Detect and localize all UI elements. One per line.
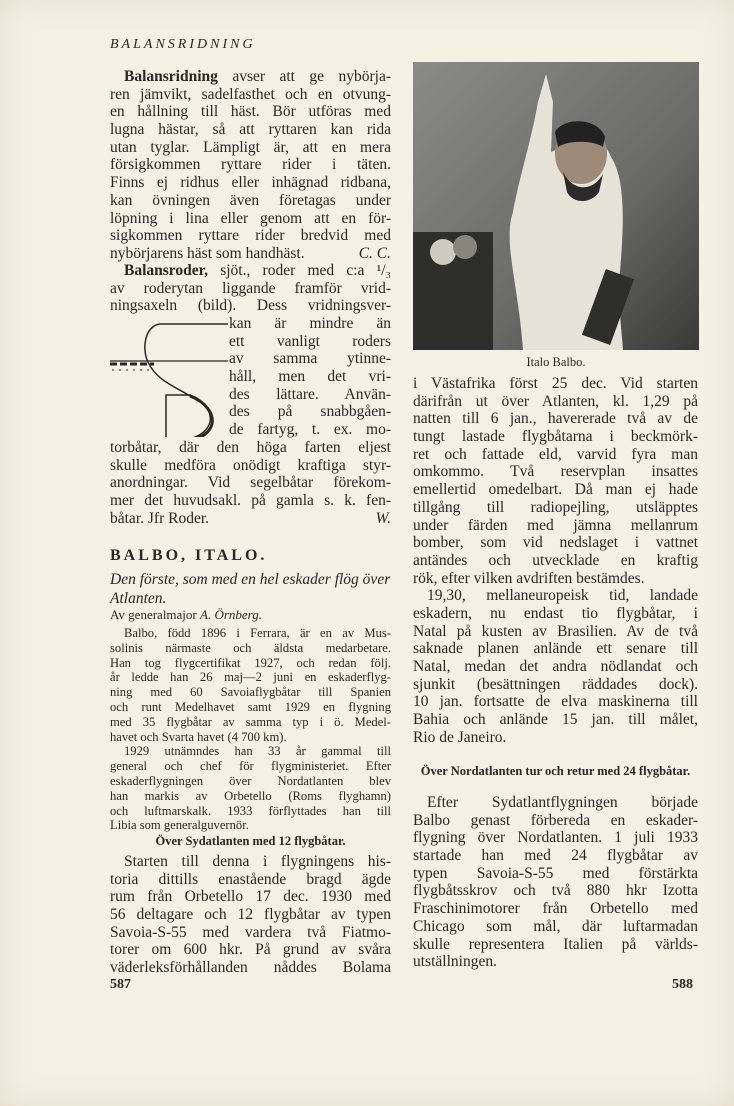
- line-text: Fraschinimotorer från Orbetello med: [413, 900, 698, 918]
- text-line: [413, 410, 698, 428]
- line-text: Efter Sydatlantflygningen började: [427, 794, 698, 811]
- line-text: torbåtar, där den höga farten eljest: [110, 439, 391, 456]
- line-text: rök, efter vilken avdriften bestämdes.: [413, 569, 645, 587]
- text-line: [413, 446, 698, 464]
- text-line: [110, 492, 391, 510]
- text-line: [413, 605, 698, 623]
- line-text: båtar. Jfr Roder.: [110, 509, 210, 527]
- article-balansroder-end: [110, 439, 391, 527]
- text-line: [110, 245, 391, 263]
- line-text: omkommo. Två reservplan insattes: [413, 463, 698, 481]
- line-text: flygbåtsskrov och två 880 hkr Izotta: [413, 882, 698, 900]
- line-text: och luftmarskalk. 1933 förflyttades han till: [110, 803, 391, 818]
- entry-headword: Balansridning: [124, 68, 218, 85]
- line-text: Rio de Janeiro.: [413, 728, 507, 746]
- text-line: [413, 918, 698, 936]
- text-line: [110, 941, 391, 959]
- text-line: [110, 700, 391, 715]
- text-line: [110, 888, 391, 906]
- subheading-north-atlantic: Över Nordatlanten tur och retur med 24 flygbåtar.: [420, 764, 691, 778]
- line-text: Starten till denna i flygningens his-: [124, 853, 391, 870]
- text-line: [110, 685, 391, 700]
- text-line: [110, 641, 391, 656]
- line-text: flygning över Nordatlanten. 1 juli 1933: [413, 829, 698, 847]
- text-line: [413, 534, 698, 552]
- line-text: 1929 utnämndes han 33 år gammal till: [124, 744, 391, 759]
- line-text: toria dittills enastående bragd ägde: [110, 870, 391, 888]
- text-line: [413, 375, 698, 393]
- text-line: [229, 421, 391, 439]
- text-line: [413, 676, 698, 694]
- line-text: sigkommen ryttare rider bredvid med: [110, 227, 391, 245]
- text-line: [229, 315, 391, 333]
- text-line: [413, 882, 698, 900]
- line-text: under färden med jämna mellanrum: [413, 516, 698, 534]
- line-text: väderleksförhållanden nåddes Bolama: [110, 959, 391, 977]
- text-line: [413, 711, 698, 729]
- page-number-left: 587: [110, 977, 131, 992]
- line-text: håll, men det vri-: [229, 368, 391, 386]
- line-text: eskaderflygningen över Nordatlanten blev: [110, 773, 391, 788]
- line-text: avser att ge nybörja-: [217, 68, 391, 85]
- text-line: [110, 262, 391, 280]
- text-line: [229, 368, 391, 386]
- line-text: med 35 flygbåtar av samma typ i ö. Medel-: [110, 714, 391, 729]
- line-text: utställningen.: [413, 953, 497, 971]
- line-text: antändes och utvecklade en kraftig: [413, 551, 698, 569]
- line-text: 10 jan. fortsatte de elva maskinerna till: [413, 693, 698, 711]
- text-line: [110, 192, 391, 210]
- line-text: torer om 600 hkr. På grund av svåra: [110, 941, 391, 959]
- text-line: [413, 812, 698, 830]
- text-line: [110, 457, 391, 475]
- text-line: [413, 794, 698, 812]
- line-text: des lättare. Använ-: [229, 385, 391, 403]
- line-text: 19,30, mellaneuropeisk tid, landade: [427, 587, 698, 605]
- text-line: [110, 139, 391, 157]
- text-line: [110, 715, 391, 730]
- line-text: kan övningen även företagas under: [110, 191, 391, 209]
- line-text: år ledde han 26 maj—2 juni en eskaderflyg-: [110, 670, 391, 685]
- author-signature: W.: [375, 509, 391, 527]
- line-text: Natal på kusten av Brasilien. Av de två: [413, 622, 698, 640]
- line-text: solinis närmaste och äldsta medarbetare.: [110, 640, 391, 655]
- line-text: Bahia och anlände 15 jan. till målet,: [413, 711, 698, 729]
- text-line: [110, 959, 391, 977]
- byline-author: A. Örnberg.: [200, 607, 262, 622]
- text-line: [413, 499, 698, 517]
- south-atlantic-text: [110, 853, 391, 977]
- line-text: Finns ej ridhus eller inhägnad ridbana,: [110, 174, 391, 192]
- line-text: av samma ytinne-: [229, 350, 391, 368]
- text-line: [413, 658, 698, 676]
- text-line: [413, 517, 698, 535]
- north-atlantic-text: [413, 794, 698, 971]
- text-line: [413, 693, 698, 711]
- line-text: general och chef för flygministeriet. Efter: [110, 759, 391, 774]
- line-text: tungt lastade flygbåtarna i beckmörk-: [413, 428, 698, 446]
- text-line: [110, 626, 391, 641]
- line-text: saknade planen anlände ett senare till: [413, 640, 698, 658]
- article-balansridning: [110, 68, 391, 263]
- line-text: natten till 6 jan., havererade två av de: [413, 410, 698, 428]
- line-text: de fartyg, t. ex. mo-: [229, 421, 391, 439]
- line-text: rum från Orbetello 17 dec. 1930 med: [110, 888, 391, 906]
- text-line: [110, 730, 391, 745]
- entry-headword: Balansroder,: [124, 262, 208, 279]
- line-text: Balbo, född 1896 i Ferrara, är en av Mus-: [124, 626, 391, 640]
- text-line: [229, 350, 391, 368]
- text-line: [110, 804, 391, 819]
- line-text: han markis av Orbetello (Roms flyghamn): [110, 788, 391, 803]
- text-line: [110, 744, 391, 759]
- text-line: [110, 68, 391, 86]
- line-text: därifrån ut över Atlanten, kl. 1,29 på: [413, 392, 698, 410]
- text-line: [413, 847, 698, 865]
- text-line: [110, 86, 391, 104]
- article-balansroder: [110, 262, 391, 315]
- line-text: Libia som generalguvernör.: [110, 818, 249, 833]
- text-line: [110, 906, 391, 924]
- line-text: ett vanligt roders: [229, 332, 391, 350]
- article-balansroder-wrap: [229, 315, 391, 439]
- line-text: mer det huvudsakl. på gamla s. k. fen-: [110, 492, 391, 510]
- text-line: [413, 552, 698, 570]
- line-text: havet och Svarta havet (4 700 km).: [110, 729, 287, 744]
- article-subtitle: Den förste, som med en hel eskader flög över Atlanten.: [110, 571, 391, 607]
- text-line: [413, 623, 698, 641]
- text-line: [229, 403, 391, 421]
- text-line: [413, 729, 698, 747]
- line-text: eskadern, nu endast tio flygbåtar, i: [413, 604, 698, 622]
- text-line: [413, 900, 698, 918]
- text-line: [110, 853, 391, 871]
- text-line: [110, 871, 391, 889]
- line-text: anordningar. Vid segelbåtar förekom-: [110, 474, 391, 492]
- line-text: i Västafrika först 25 dec. Vid starten: [413, 375, 698, 392]
- line-text: Han tog flygcertifikat 1927, och redan följ.: [110, 655, 391, 670]
- line-text: Natal, medan det andra nödlandat och: [413, 658, 698, 675]
- text-line: [110, 280, 391, 298]
- text-line: [110, 210, 391, 228]
- text-line: [110, 759, 391, 774]
- line-text: ret och fattade eld, varvid fyra man: [413, 445, 698, 463]
- line-text: Balbo genast förbereda en eskader-: [413, 811, 698, 829]
- line-text: sjunkit (besättningen räddades dock).: [413, 675, 698, 693]
- text-line: [413, 481, 698, 499]
- running-head: BALANSRIDNING: [110, 37, 256, 52]
- text-line: [413, 865, 698, 883]
- text-line: [413, 587, 698, 605]
- article-heading-balbo: BALBO, ITALO.: [110, 547, 268, 564]
- line-text: löpning i lina eller genom att en för-: [110, 209, 391, 227]
- line-text: och runt Medelhavet samt 1929 en flygning: [110, 699, 391, 714]
- line-text: sjöt., roder med c:a ¹/₃: [207, 262, 391, 279]
- text-line: [110, 474, 391, 492]
- text-line: [110, 439, 391, 457]
- line-text: bomber, som vid nedslaget i vattnet: [413, 534, 698, 552]
- photo-caption: Italo Balbo.: [526, 355, 586, 369]
- text-line: [110, 103, 391, 121]
- text-line: [110, 774, 391, 789]
- south-atlantic-text-continued: [413, 375, 698, 746]
- text-line: [110, 924, 391, 942]
- portrait-photo: [413, 62, 699, 350]
- text-line: [110, 789, 391, 804]
- line-text: av roderytan liggande framför vrid-: [110, 279, 391, 297]
- text-line: [413, 953, 698, 971]
- author-signature: C. C.: [358, 244, 391, 262]
- line-text: des på snabbgåen-: [229, 403, 391, 421]
- text-line: [413, 428, 698, 446]
- line-text: försigkommen ryttare rider i täten.: [110, 156, 391, 174]
- text-line: [413, 829, 698, 847]
- line-text: en hållning till häst. Bör utföras med: [110, 103, 391, 121]
- text-line: [110, 510, 391, 528]
- text-line: [110, 670, 391, 685]
- text-line: [413, 393, 698, 411]
- text-line: [110, 227, 391, 245]
- balbo-biography: [110, 626, 391, 833]
- text-line: [110, 156, 391, 174]
- balance-rudder-diagram: [104, 312, 229, 437]
- line-text: tillgång till radiopejling, utsläpptes: [413, 498, 698, 516]
- line-text: lugna hästar, så att ryttaren kan rida: [110, 121, 391, 139]
- line-text: skulle medföra onödigt kraftiga styr-: [110, 456, 391, 474]
- text-line: [413, 570, 698, 588]
- line-text: nybörjarens häst som handhäst.: [110, 244, 305, 262]
- byline-prefix: Av generalmajor: [110, 607, 200, 622]
- byline: [110, 607, 262, 623]
- text-line: [413, 463, 698, 481]
- line-text: Chicago som mål, där luftarmadan: [413, 917, 698, 935]
- text-line: [110, 656, 391, 671]
- text-line: [413, 936, 698, 954]
- line-text: Savoia-S-55 med vardera två Fiatmo-: [110, 923, 391, 941]
- text-line: [110, 174, 391, 192]
- line-text: ningsaxeln (bild). Dess vridningsver-: [110, 297, 391, 315]
- line-text: skulle representera Italien på världs-: [413, 935, 698, 953]
- text-line: [229, 386, 391, 404]
- page-number-right: 588: [672, 977, 693, 992]
- subheading-south-atlantic: Över Sydatlanten med 12 flygbåtar.: [155, 834, 346, 848]
- text-line: [110, 121, 391, 139]
- line-text: emellertid omedelbart. Då man ej hade: [413, 481, 698, 499]
- text-line: [413, 640, 698, 658]
- line-text: typen Savoia-S-55 med förstärkta: [413, 864, 698, 882]
- text-line: [229, 333, 391, 351]
- line-text: kan är mindre än: [229, 315, 391, 332]
- line-text: ren jämvikt, sadelfasthet och en otvung-: [110, 85, 391, 103]
- line-text: startade han med 24 flygbåtar av: [413, 847, 698, 865]
- line-text: utan tyglar. Lämpligt är, att en mera: [110, 138, 391, 156]
- text-line: [110, 818, 391, 833]
- line-text: 56 deltagare och 12 flygbåtar av typen: [110, 906, 391, 924]
- line-text: ning med 60 Savoiaflygbåtar till Spanien: [110, 685, 391, 700]
